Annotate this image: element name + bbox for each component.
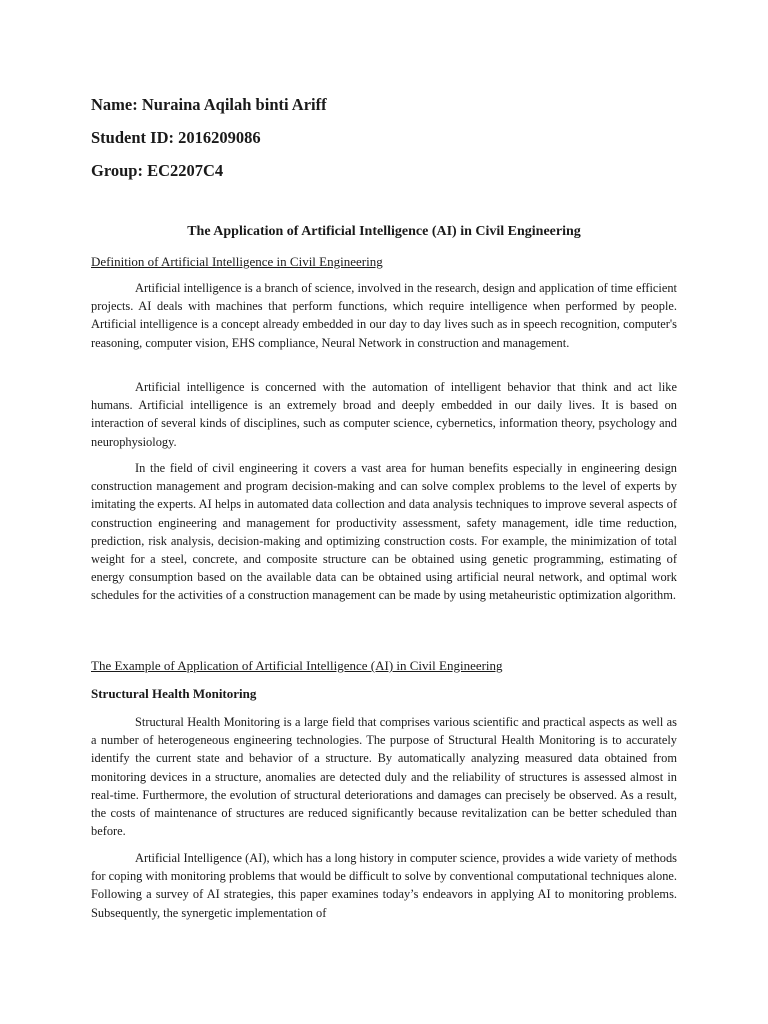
student-id: Student ID: 2016209086 xyxy=(91,128,261,147)
paragraph-definition-2: Artificial intelligence is concerned with the automation of intelligent behavior that think and act like humans. Artificial intelligence is an extremely broad and deeply embedded in our daily lives. It is based on interaction of several kinds of disciplines, such as computer science, cybernetics, information theory, psychology and neurophysiology. xyxy=(91,380,677,449)
subheading-structural-health-monitoring: Structural Health Monitoring xyxy=(91,686,257,701)
paragraph-shm-2: Artificial Intelligence (AI), which has a long history in computer science, provides a wide variety of methods for coping with monitoring problems that would be difficult to solve by conventional computational techniques alone. Following a survey of AI strategies, this paper examines today’s endeavors in applying AI to monitoring problems. Subsequently, the synergetic implementation of xyxy=(91,851,677,920)
student-group: Group: EC2207C4 xyxy=(91,161,224,180)
section-heading-example: The Example of Application of Artificial Intelligence (AI) in Civil Engineering xyxy=(91,658,503,673)
section-heading-definition: Definition of Artificial Intelligence in Civil Engineering xyxy=(91,254,383,269)
paragraph-definition-1: Artificial intelligence is a branch of science, involved in the research, design and application of time efficient projects. AI deals with machines that perform functions, which require intelligence when performed by people. Artificial intelligence is a concept already embedded in our day to day lives such as in speech recognition, computer's reasoning, computer vision, EHS compliance, Neural Network in construction and management. xyxy=(91,281,677,350)
paragraph-definition-3: In the field of civil engineering it covers a vast area for human benefits especially in engineering design construction management and program decision-making and can solve complex problems to the level of experts by imitating the experts. AI helps in automated data collection and data analysis techniques to improve several aspects of construction engineering and management for productivity assessment, safety management, idle time reduction, prediction, risk analysis, decision-making and optimizing construction costs. For example, the minimization of total weight for a steel, concrete, and composite structure can be obtained using genetic programming, estimating of energy consumption based on the available data can be obtained using artificial neural network, and optimal work schedules for the activities of a construction management can be made by using metaheuristic optimization algorithm. xyxy=(91,461,677,603)
paragraph-shm-1: Structural Health Monitoring is a large field that comprises various scientific and practical aspects as well as a number of heterogeneous engineering technologies. The purpose of Structural Health Monitoring is to accurately identify the current state and behavior of a structure. By automatically analyzing measured data obtained from monitoring devices in a structure, anomalies are detected duly and the reliability of structures is assessed almost in real-time. Furthermore, the evolution of structural deteriorations and damages can precisely be observed. As a result, the costs of maintenance of structures are reduced significantly because revitalization can be better scheduled than before. xyxy=(91,715,677,839)
student-name: Name: Nuraina Aqilah binti Ariff xyxy=(91,95,327,114)
document-title: The Application of Artificial Intelligence (AI) in Civil Engineering xyxy=(187,224,581,239)
